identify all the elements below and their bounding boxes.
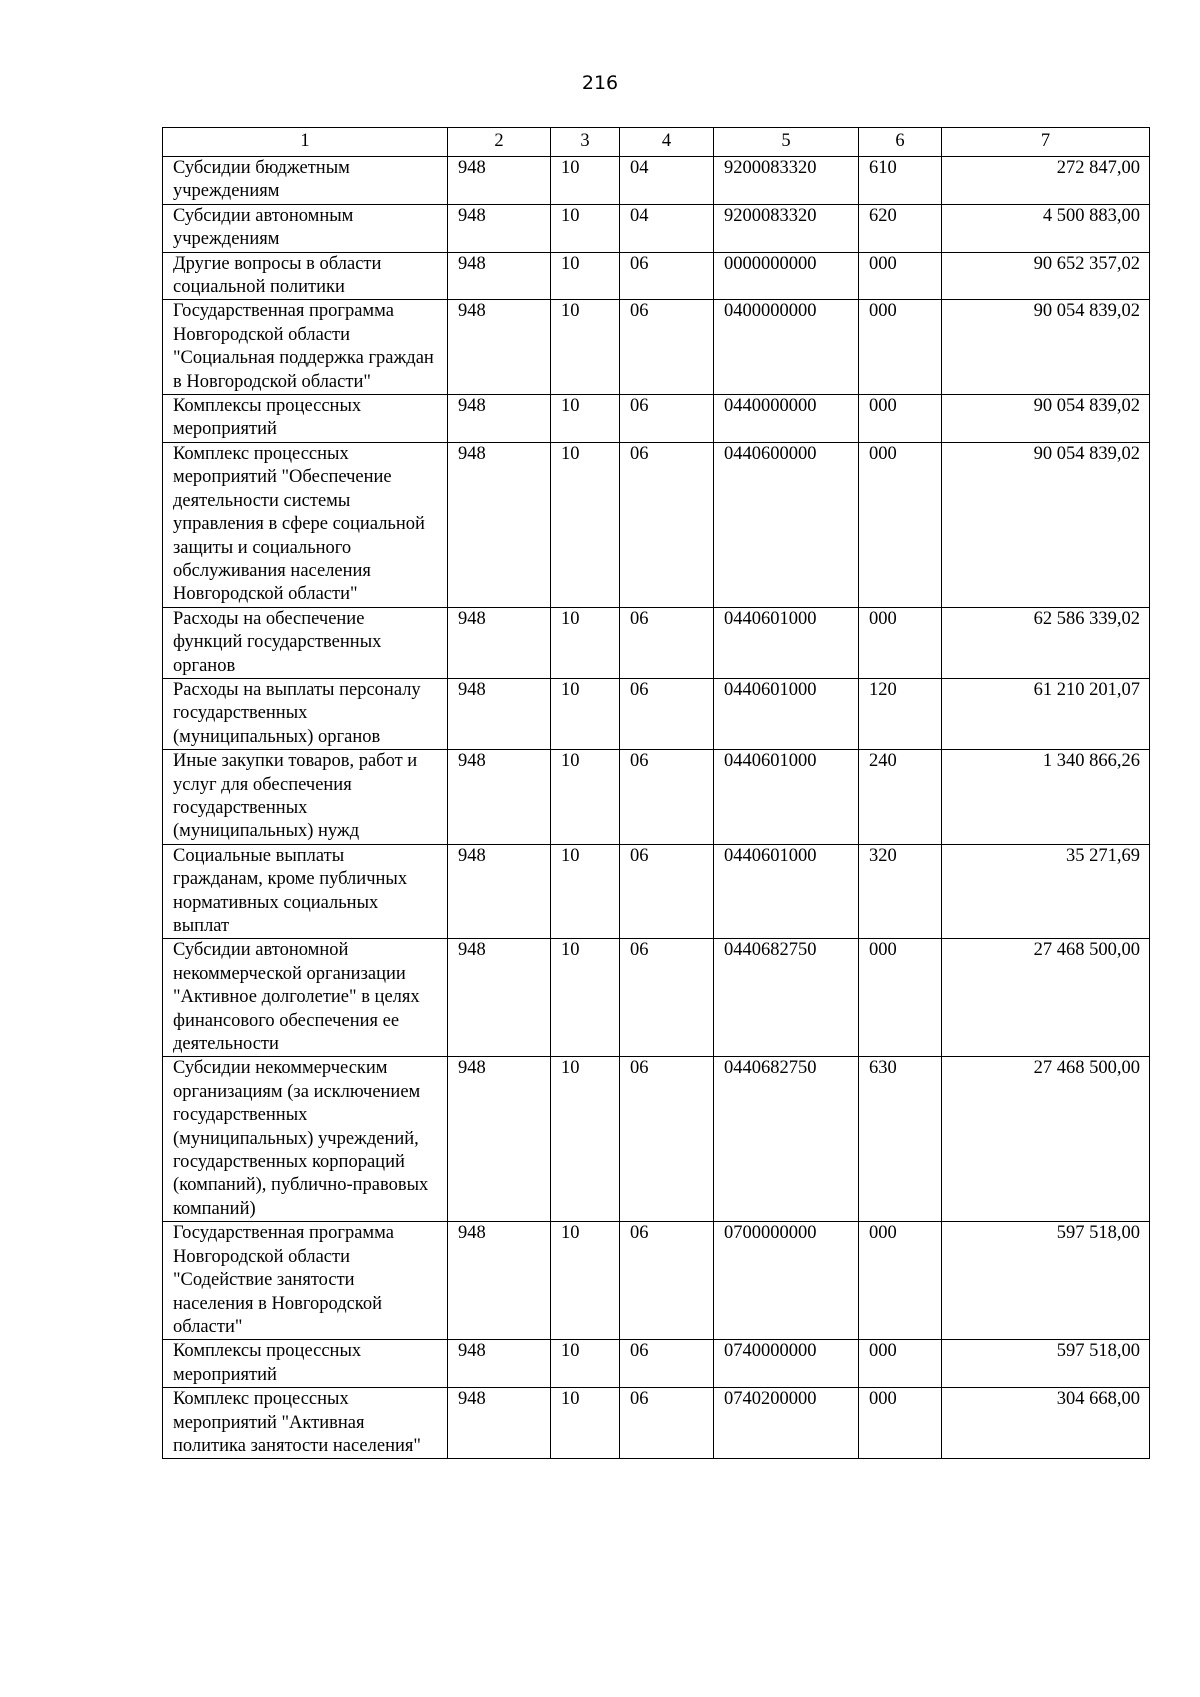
cell-col-2: 948 xyxy=(448,1057,551,1222)
cell-col-6: 000 xyxy=(859,607,942,678)
cell-col-4: 06 xyxy=(620,442,714,607)
cell-col-5: 0440601000 xyxy=(714,750,859,845)
cell-col-4: 06 xyxy=(620,1388,714,1459)
table-row xyxy=(163,844,1150,939)
cell-col-3: 10 xyxy=(551,157,620,205)
table-row xyxy=(163,300,1150,395)
cell-name: Иные закупки товаров, работ и услуг для обеспечения государственных (муниципальных) нужд xyxy=(163,750,448,845)
cell-amount: 90 054 839,02 xyxy=(942,300,1150,395)
cell-col-6: 000 xyxy=(859,1222,942,1340)
cell-col-4: 06 xyxy=(620,1340,714,1388)
cell-col-4: 06 xyxy=(620,607,714,678)
table-row xyxy=(163,204,1150,252)
cell-amount: 27 468 500,00 xyxy=(942,1057,1150,1222)
table-row xyxy=(163,939,1150,1057)
cell-col-5: 0400000000 xyxy=(714,300,859,395)
cell-name: Субсидии бюджетным учреждениям xyxy=(163,157,448,205)
cell-col-3: 10 xyxy=(551,750,620,845)
cell-name: Расходы на выплаты персоналу государственных (муниципальных) органов xyxy=(163,678,448,749)
cell-col-3: 10 xyxy=(551,300,620,395)
cell-name: Комплексы процессных мероприятий xyxy=(163,1340,448,1388)
cell-name: Расходы на обеспечение функций государственных органов xyxy=(163,607,448,678)
cell-col-5: 0440600000 xyxy=(714,442,859,607)
cell-col-6: 630 xyxy=(859,1057,942,1222)
cell-col-3: 10 xyxy=(551,678,620,749)
cell-col-4: 06 xyxy=(620,300,714,395)
cell-name: Государственная программа Новгородской области "Социальная поддержка граждан в Новгородской области" xyxy=(163,300,448,395)
table-header-row xyxy=(163,128,1150,157)
table-row xyxy=(163,395,1150,443)
cell-col-3: 10 xyxy=(551,395,620,443)
table-row xyxy=(163,750,1150,845)
cell-col-4: 06 xyxy=(620,395,714,443)
cell-col-6: 000 xyxy=(859,300,942,395)
cell-col-2: 948 xyxy=(448,939,551,1057)
cell-col-6: 000 xyxy=(859,1388,942,1459)
cell-col-2: 948 xyxy=(448,395,551,443)
cell-col-2: 948 xyxy=(448,157,551,205)
cell-col-2: 948 xyxy=(448,750,551,845)
column-header-4: 4 xyxy=(620,128,714,157)
cell-col-6: 000 xyxy=(859,395,942,443)
cell-name: Комплекс процессных мероприятий "Активная политика занятости населения" xyxy=(163,1388,448,1459)
column-header-7: 7 xyxy=(942,128,1150,157)
cell-col-6: 000 xyxy=(859,1340,942,1388)
cell-col-2: 948 xyxy=(448,252,551,300)
cell-amount: 597 518,00 xyxy=(942,1222,1150,1340)
cell-col-5: 9200083320 xyxy=(714,157,859,205)
cell-col-4: 04 xyxy=(620,157,714,205)
cell-col-3: 10 xyxy=(551,607,620,678)
table-row xyxy=(163,1222,1150,1340)
cell-col-5: 0440682750 xyxy=(714,939,859,1057)
cell-col-5: 0440601000 xyxy=(714,678,859,749)
cell-col-2: 948 xyxy=(448,300,551,395)
cell-col-4: 06 xyxy=(620,750,714,845)
cell-col-4: 06 xyxy=(620,1057,714,1222)
cell-col-4: 04 xyxy=(620,204,714,252)
cell-col-3: 10 xyxy=(551,1057,620,1222)
cell-col-3: 10 xyxy=(551,1340,620,1388)
cell-amount: 61 210 201,07 xyxy=(942,678,1150,749)
cell-col-5: 0740200000 xyxy=(714,1388,859,1459)
cell-col-2: 948 xyxy=(448,204,551,252)
cell-name: Субсидии некоммерческим организациям (за исключением государственных (муниципальных) учреждений, государственных корпораций (компаний), публично-правовых компаний) xyxy=(163,1057,448,1222)
cell-col-5: 0740000000 xyxy=(714,1340,859,1388)
cell-col-3: 10 xyxy=(551,204,620,252)
cell-amount: 4 500 883,00 xyxy=(942,204,1150,252)
cell-col-2: 948 xyxy=(448,844,551,939)
cell-col-2: 948 xyxy=(448,607,551,678)
table-row xyxy=(163,442,1150,607)
cell-col-3: 10 xyxy=(551,939,620,1057)
cell-col-6: 610 xyxy=(859,157,942,205)
table-row xyxy=(163,1388,1150,1459)
cell-col-4: 06 xyxy=(620,252,714,300)
cell-col-4: 06 xyxy=(620,678,714,749)
cell-col-2: 948 xyxy=(448,1222,551,1340)
cell-col-3: 10 xyxy=(551,442,620,607)
cell-col-3: 10 xyxy=(551,1388,620,1459)
cell-col-5: 0700000000 xyxy=(714,1222,859,1340)
cell-col-6: 240 xyxy=(859,750,942,845)
cell-amount: 35 271,69 xyxy=(942,844,1150,939)
cell-name: Государственная программа Новгородской области "Содействие занятости населения в Новгородской области" xyxy=(163,1222,448,1340)
cell-col-5: 0440601000 xyxy=(714,607,859,678)
column-header-3: 3 xyxy=(551,128,620,157)
table-row xyxy=(163,678,1150,749)
cell-col-6: 620 xyxy=(859,204,942,252)
table-row xyxy=(163,1057,1150,1222)
table-row xyxy=(163,1340,1150,1388)
cell-amount: 304 668,00 xyxy=(942,1388,1150,1459)
cell-col-5: 9200083320 xyxy=(714,204,859,252)
cell-col-5: 0440601000 xyxy=(714,844,859,939)
table-row xyxy=(163,607,1150,678)
cell-col-4: 06 xyxy=(620,844,714,939)
budget-table xyxy=(162,127,1150,1459)
cell-col-2: 948 xyxy=(448,1388,551,1459)
table-row xyxy=(163,157,1150,205)
cell-col-2: 948 xyxy=(448,678,551,749)
cell-col-2: 948 xyxy=(448,1340,551,1388)
cell-col-5: 0440682750 xyxy=(714,1057,859,1222)
cell-name: Комплекс процессных мероприятий "Обеспечение деятельности системы управления в сфере социальной защиты и социального обслуживания населения Новгородской области" xyxy=(163,442,448,607)
cell-name: Комплексы процессных мероприятий xyxy=(163,395,448,443)
cell-col-5: 0440000000 xyxy=(714,395,859,443)
cell-name: Субсидии автономной некоммерческой организации "Активное долголетие" в целях финансового обеспечения ее деятельности xyxy=(163,939,448,1057)
cell-amount: 1 340 866,26 xyxy=(942,750,1150,845)
cell-amount: 27 468 500,00 xyxy=(942,939,1150,1057)
column-header-1: 1 xyxy=(163,128,448,157)
cell-col-4: 06 xyxy=(620,1222,714,1340)
cell-col-5: 0000000000 xyxy=(714,252,859,300)
column-header-2: 2 xyxy=(448,128,551,157)
cell-amount: 90 652 357,02 xyxy=(942,252,1150,300)
table-row xyxy=(163,252,1150,300)
cell-col-3: 10 xyxy=(551,252,620,300)
cell-col-6: 320 xyxy=(859,844,942,939)
cell-amount: 90 054 839,02 xyxy=(942,442,1150,607)
cell-col-6: 000 xyxy=(859,442,942,607)
table-body xyxy=(163,157,1150,1459)
cell-col-6: 000 xyxy=(859,939,942,1057)
page-number: 216 xyxy=(581,72,619,94)
cell-col-3: 10 xyxy=(551,1222,620,1340)
cell-col-3: 10 xyxy=(551,844,620,939)
column-header-6: 6 xyxy=(859,128,942,157)
cell-col-2: 948 xyxy=(448,442,551,607)
cell-amount: 597 518,00 xyxy=(942,1340,1150,1388)
cell-amount: 272 847,00 xyxy=(942,157,1150,205)
cell-name: Социальные выплаты гражданам, кроме публичных нормативных социальных выплат xyxy=(163,844,448,939)
cell-name: Другие вопросы в области социальной политики xyxy=(163,252,448,300)
cell-col-6: 000 xyxy=(859,252,942,300)
cell-amount: 62 586 339,02 xyxy=(942,607,1150,678)
cell-amount: 90 054 839,02 xyxy=(942,395,1150,443)
cell-name: Субсидии автономным учреждениям xyxy=(163,204,448,252)
cell-col-6: 120 xyxy=(859,678,942,749)
cell-col-4: 06 xyxy=(620,939,714,1057)
column-header-5: 5 xyxy=(714,128,859,157)
